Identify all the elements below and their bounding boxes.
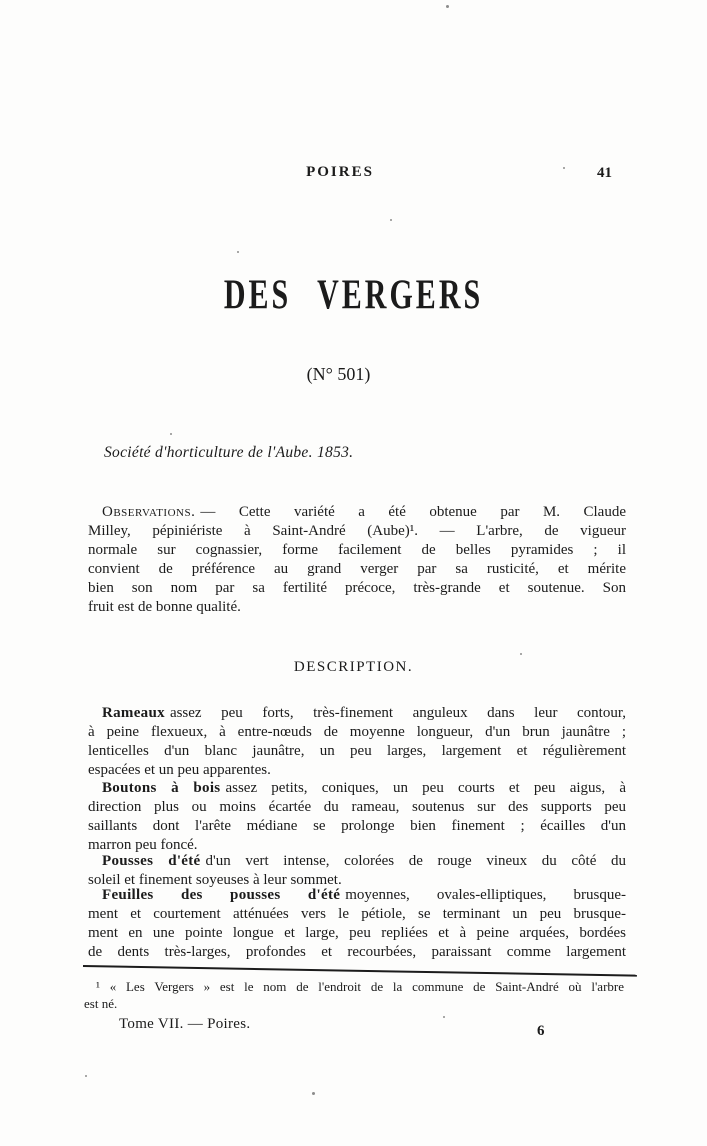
observations-label: Observations.: [102, 504, 196, 520]
section-feuilles-pousses-ete: [88, 886, 626, 962]
text-line: normale sur cognassier, forme facilement de belles pyramides ; il: [88, 542, 626, 558]
text-line: soleil et finement soyeuses à leur sommet.: [88, 872, 342, 888]
footnote-rule: [83, 965, 637, 977]
section-first-line: d'un vert intense, colorées de rouge vineux du côté du: [205, 853, 626, 869]
footnote: [84, 979, 624, 1012]
text-line: bien son nom par sa fertilité précoce, très-grande et soutenue. Son: [88, 580, 626, 596]
text-line: marron peu foncé.: [88, 837, 198, 853]
text-line: [88, 503, 626, 522]
text-line: ment en une pointe longue et large, peu repliées et à peine arquées, bordées: [88, 925, 626, 941]
section-term: Pousses d'été: [102, 853, 201, 869]
text-line: [88, 779, 626, 798]
text-line: Milley, pépiniériste à Saint-André (Aube)¹. — L'arbre, de vigueur: [88, 523, 626, 539]
text-line: [88, 886, 626, 905]
text-line: saillants dont l'arête médiane se prolonge bien finement ; écailles d'un: [88, 818, 626, 834]
scan-speck: [520, 653, 522, 655]
footnote-line: est né.: [84, 995, 118, 1011]
scan-speck: [390, 219, 392, 221]
section-boutons-a-bois: [88, 779, 626, 855]
section-term: Rameaux: [102, 705, 165, 721]
text-line: fruit est de bonne qualité.: [88, 599, 241, 615]
text-line: convient de préférence au grand verger par sa rusticité, et mérite: [88, 561, 626, 577]
text-line: ment et courtement atténuées vers le pétiole, se terminant un peu brusque-: [88, 906, 626, 922]
text-line: espacées et un peu apparentes.: [88, 762, 271, 778]
scan-speck: [170, 433, 172, 435]
chapter-title: DES VERGERS: [223, 272, 484, 319]
scan-speck: [446, 5, 449, 8]
section-rameaux: [88, 704, 626, 780]
text-line: à peine flexueux, à entre-nœuds de moyenne longueur, d'un brun jaunâtre ;: [88, 724, 626, 740]
section-first-line: moyennes, ovales-elliptiques, brusque-: [345, 887, 626, 903]
section-first-line: assez petits, coniques, un peu courts et peu aigus, à: [225, 780, 626, 796]
reference-citation: Société d'horticulture de l'Aube. 1853.: [104, 444, 354, 461]
section-term: Boutons à bois: [102, 780, 221, 796]
observations-first-line: — Cette variété a été obtenue par M. Claude: [200, 504, 626, 520]
text-line: [88, 704, 626, 723]
scan-speck: [563, 167, 565, 169]
section-term: Feuilles des pousses d'été: [102, 887, 341, 903]
text-line: direction plus ou moins écartée du rameau, soutenus sur des supports peu: [88, 799, 626, 815]
description-heading: DESCRIPTION.: [293, 659, 414, 675]
edition-label: Tome VII. — Poires.: [119, 1016, 251, 1032]
observations-paragraph: [88, 503, 626, 617]
scan-speck: [85, 1075, 87, 1077]
text-line: lenticelles d'un blanc jaunâtre, un peu larges, largement et régulièrement: [88, 743, 626, 759]
page-number: 41: [597, 165, 612, 181]
signature-number: 6: [537, 1023, 545, 1039]
section-first-line: assez peu forts, très-finement anguleux dans leur contour,: [169, 705, 626, 721]
footnote-line: ¹ « Les Vergers » est le nom de l'endroit de la commune de Saint-André où l'arbre: [96, 979, 624, 994]
scan-speck: [312, 1092, 315, 1095]
text-line: de dents très-larges, profondes et recourbées, paraissant comme largement: [88, 944, 626, 960]
section-pousses-ete: [88, 852, 626, 890]
variety-number: (N° 501): [306, 364, 371, 384]
running-title: POIRES: [306, 164, 374, 180]
text-line: [88, 852, 626, 871]
scan-speck: [237, 251, 239, 253]
scan-speck: [443, 1016, 445, 1018]
